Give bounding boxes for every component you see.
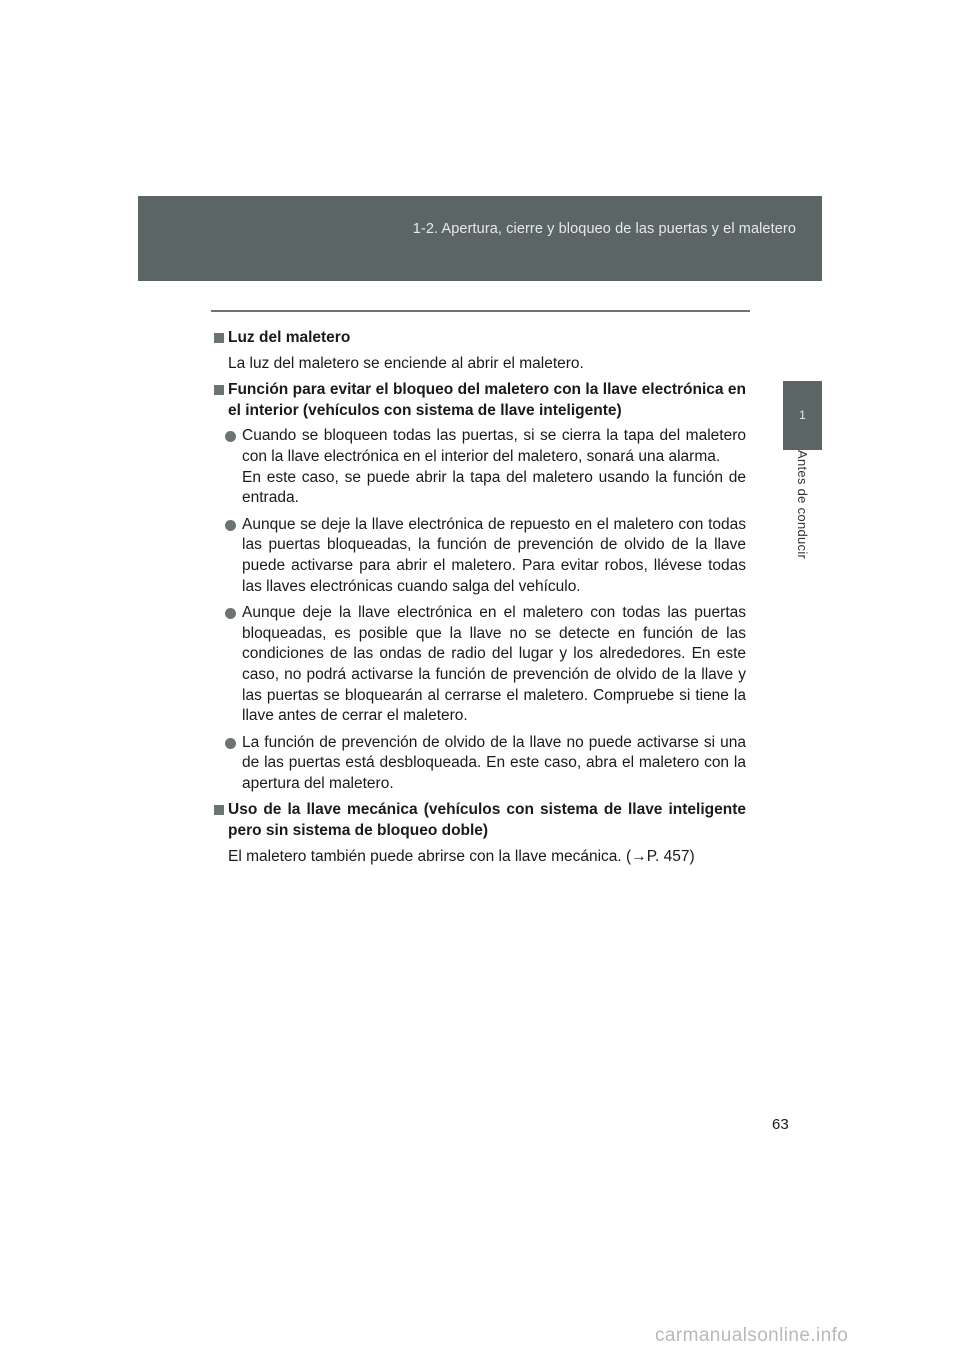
section-divider [211, 310, 750, 312]
bullet-text: Cuando se bloqueen todas las puertas, si se cierra la tapa del maletero con la llave electrónica en el interior del maletero, sonará una alarma. [242, 427, 746, 465]
chapter-header-title: 1-2. Apertura, cierre y bloqueo de las puertas y el maletero [412, 221, 796, 237]
section-paragraph: La luz del maletero se enciende al abrir el maletero. [228, 354, 584, 372]
square-bullet-icon [214, 333, 224, 343]
section-heading-text: Uso de la llave mecánica (vehículos con sistema de llave inteligente pero sin sistema de bloqueo doble) [228, 801, 746, 840]
bullet-text: Aunque se deje la llave electrónica de repuesto en el maletero con todas las puertas bloqueadas, la función de prevención de olvido de la llave puede activarse para abrir el maletero. Para evitar robos, llévese todas las llaves electrónicas cuando salga del vehículo. [242, 515, 746, 595]
bullet-item [214, 733, 746, 795]
round-bullet-icon [225, 431, 236, 442]
page-content [214, 328, 746, 873]
square-bullet-icon [214, 805, 224, 815]
section-heading [214, 380, 746, 421]
page-number: 63 [772, 1116, 789, 1133]
round-bullet-icon [225, 608, 236, 619]
round-bullet-icon [225, 738, 236, 749]
chapter-side-label-text: Antes de conducir [794, 450, 810, 560]
section-heading [214, 328, 746, 349]
section-heading-text: Luz del maletero [228, 329, 351, 346]
watermark: carmanualsonline.info [655, 1325, 849, 1346]
round-bullet-icon [225, 520, 236, 531]
chapter-side-tab [783, 381, 822, 450]
chapter-header-band [138, 196, 822, 281]
chapter-number: 1 [799, 408, 806, 422]
section-heading [214, 800, 746, 841]
section-paragraph: El maletero también puede abrirse con la llave mecánica. (→P. 457) [228, 847, 695, 865]
section-heading-text: Función para evitar el bloqueo del maletero con la llave electrónica en el interior (vehículos con sistema de llave inteligente) [228, 381, 746, 419]
bullet-text: Aunque deje la llave electrónica en el maletero con todas las puertas bloqueadas, es posible que la llave no se detecte en función de las condiciones de las ondas de radio del lugar y los alrededores. En este caso, no podrá activarse la función de prevención de olvido de la llave y las puertas se bloquearán al cerrarse el maletero. Compruebe si tiene la llave antes de cerrar el maletero. [242, 604, 746, 725]
bullet-text: En este caso, se puede abrir la tapa del maletero usando la función de entrada. [242, 468, 746, 507]
bullet-text: La función de prevención de olvido de la llave no puede activarse si una de las puertas está desbloqueada. En este caso, abra el maletero con la apertura del maletero. [242, 733, 746, 792]
bullet-item [214, 603, 746, 727]
square-bullet-icon [214, 385, 224, 395]
bullet-item [214, 515, 746, 597]
bullet-item [214, 426, 746, 508]
chapter-side-label [783, 450, 822, 600]
